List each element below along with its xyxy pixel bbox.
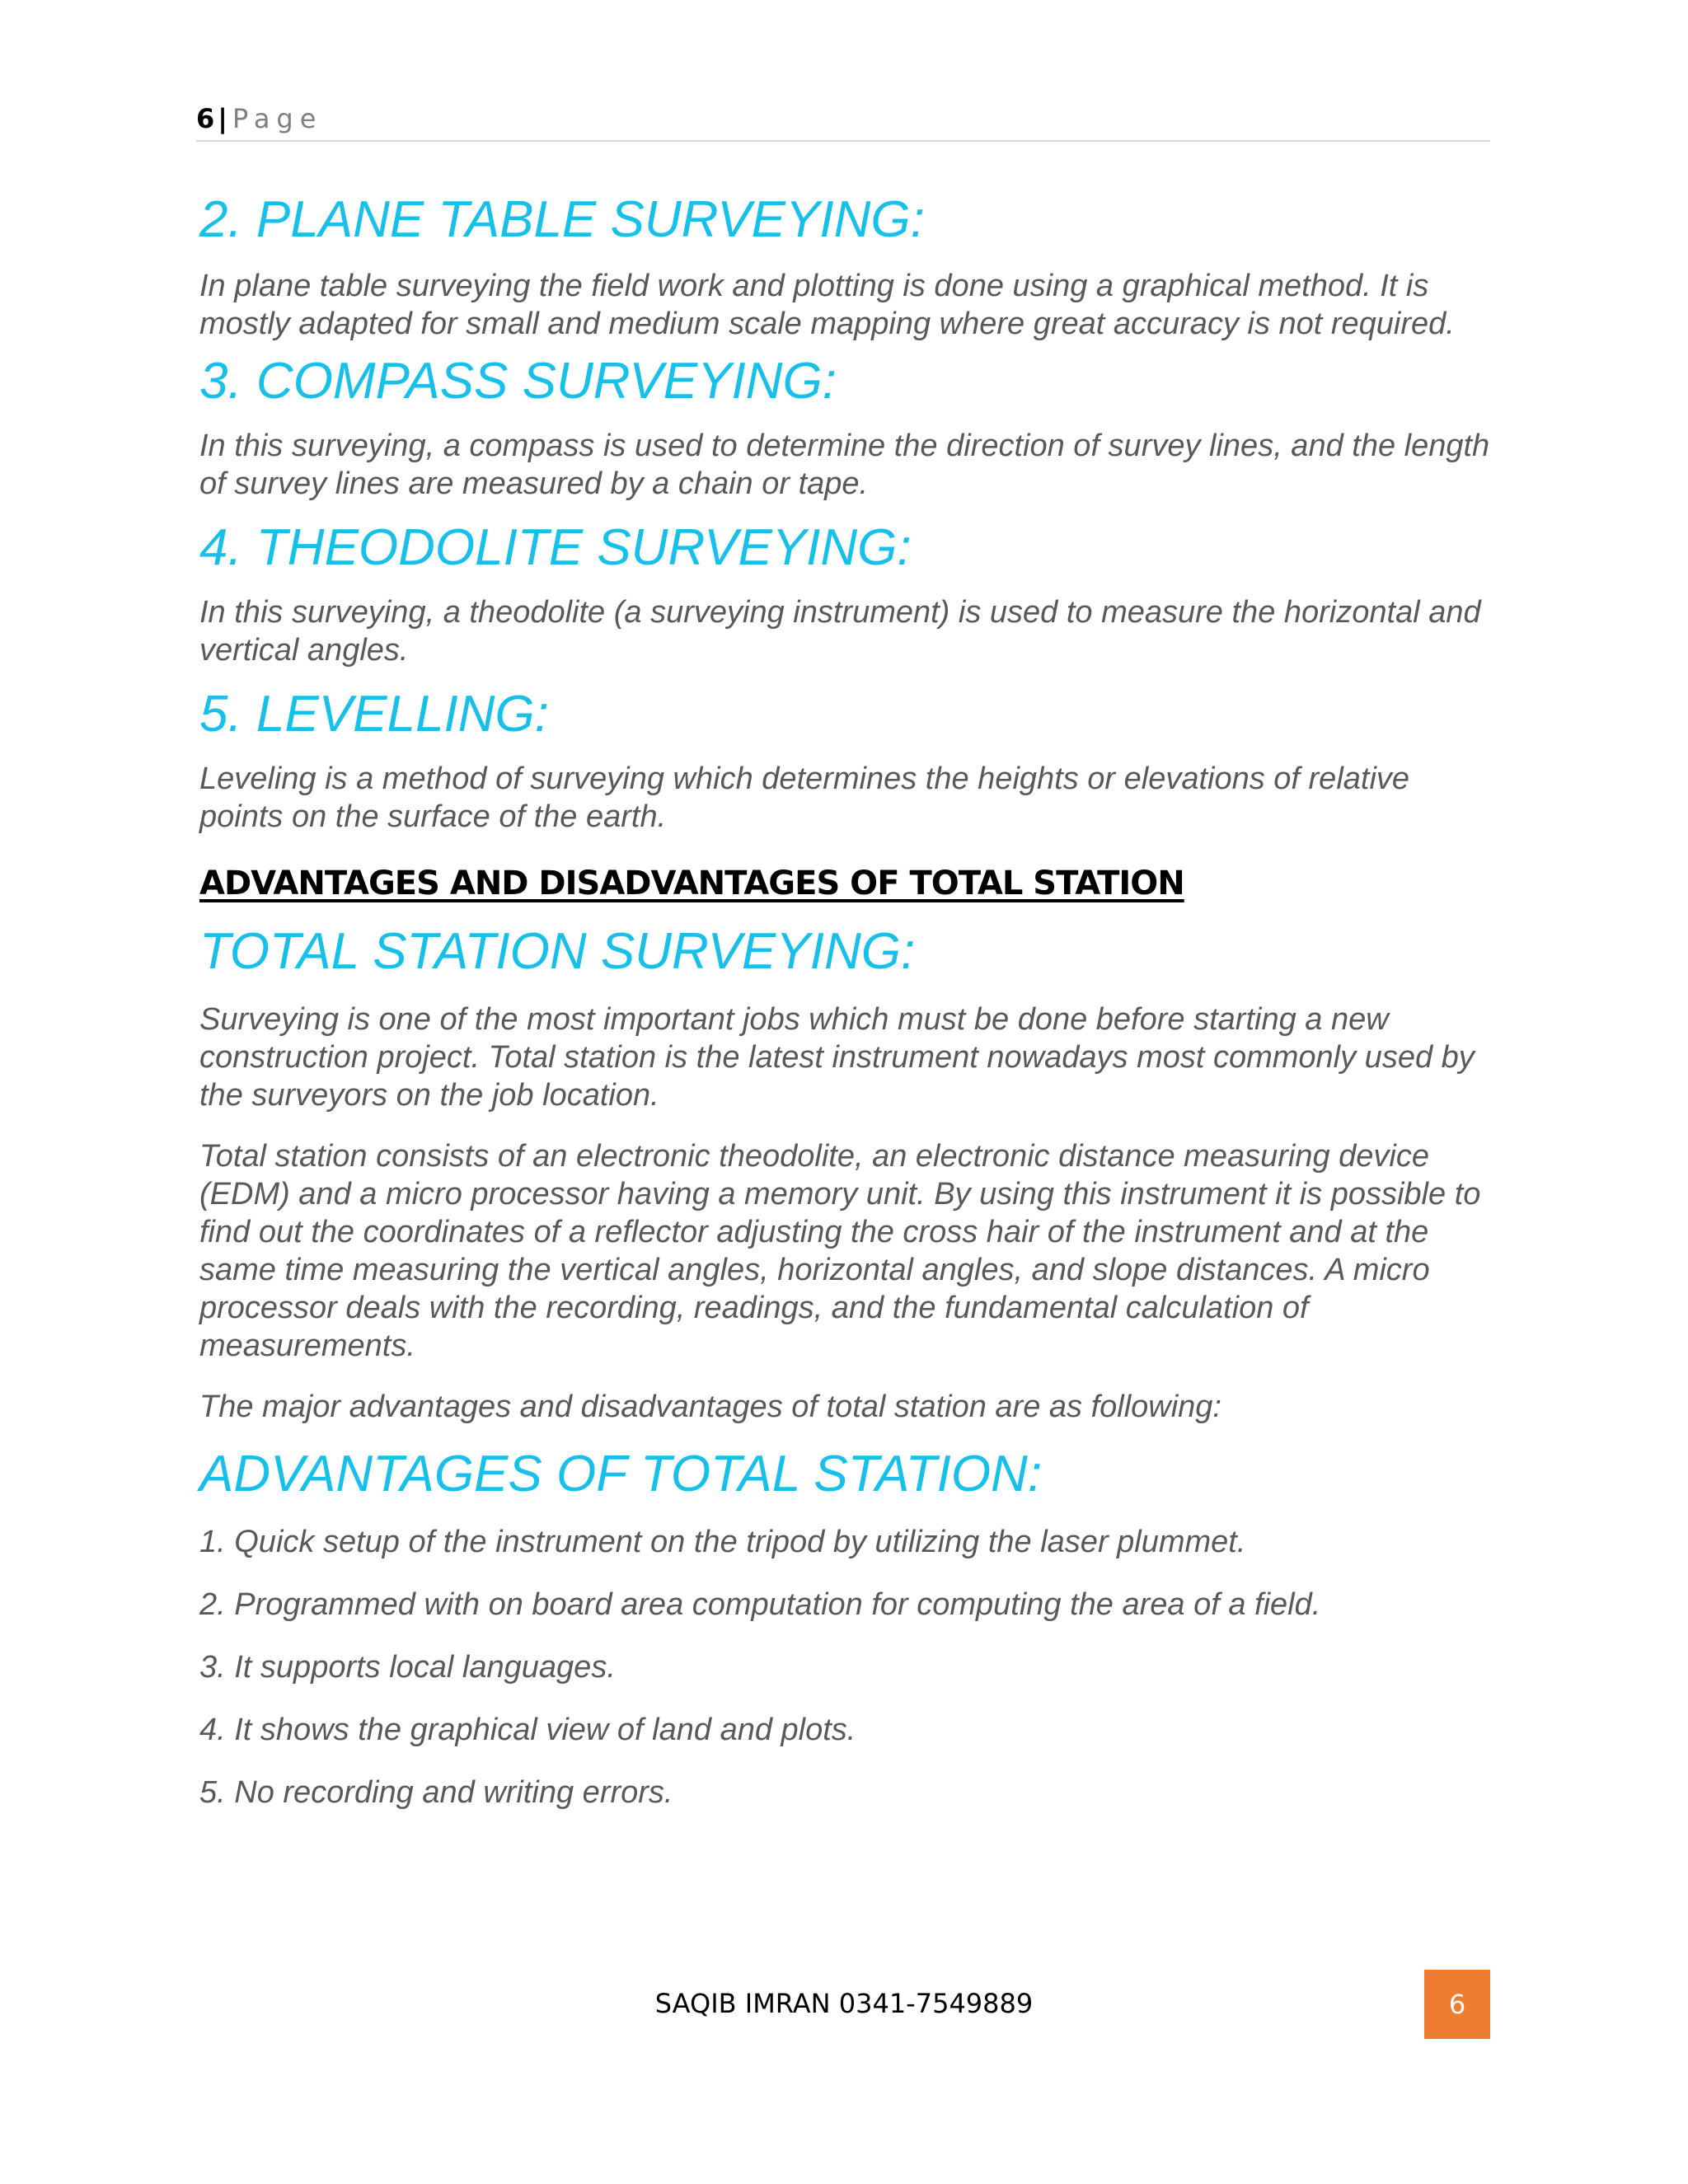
text-theodolite: In this surveying, a theodolite (a surveying instrument) is used to measure the horizontal and vertical angles.	[199, 595, 1481, 668]
text-levelling: Leveling is a method of surveying which determines the heights or elevations of relative points on the surface of the earth.	[199, 762, 1410, 834]
heading-total-station: TOTAL STATION SURVEYING:	[199, 923, 916, 980]
header-page-number: 6	[196, 103, 215, 134]
text-plane-table: In plane table surveying the field work and plotting is done using a graphical method. It is mostly adapted for small and medium scale mapping where great accuracy is not required.	[199, 269, 1455, 341]
list-item-advantage: 3. It supports local languages.	[199, 1650, 616, 1685]
header-page-word: Page	[232, 103, 323, 134]
text-total-station-components: Total station consists of an electronic theodolite, an electronic distance measuring device (EDM) and a micro processor having a memory unit. By using this instrument it is possible to find out the coordinates of a reflector adjusting the cross hair of the instrument and at the same time measuring the vertical angles, horizontal angles, and slope distances. A micro processor deals with the recording, readings, and the fundamental calculation of measurements.	[199, 1139, 1481, 1363]
page-header	[196, 97, 1490, 142]
footer-page-box: 6	[1424, 1970, 1490, 2039]
text-total-station-summary: The major advantages and disadvantages of total station are as following:	[199, 1390, 1221, 1424]
footer-author: SAQIB IMRAN 0341-7549889	[654, 1988, 1034, 2019]
heading-advantages-disadvantages: ADVANTAGES AND DISADVANTAGES OF TOTAL STATION	[199, 865, 1184, 902]
list-item-advantage: 5. No recording and writing errors.	[199, 1775, 673, 1810]
text-compass: In this surveying, a compass is used to determine the direction of survey lines, and the length of survey lines are measured by a chain or tape.	[199, 429, 1490, 501]
text-total-station-intro: Surveying is one of the most important jobs which must be done before starting a new construction project. Total station is the latest instrument nowadays most commonly used by the surveyors on the job location.	[199, 1002, 1475, 1113]
heading-plane-table: 2. PLANE TABLE SURVEYING:	[199, 191, 925, 248]
list-item-advantage: 1. Quick setup of the instrument on the tripod by utilizing the laser plummet.	[199, 1525, 1246, 1559]
heading-advantages: ADVANTAGES OF TOTAL STATION:	[199, 1446, 1043, 1502]
list-item-advantage: 4. It shows the graphical view of land and plots.	[199, 1713, 856, 1747]
page-content	[199, 190, 1493, 1811]
heading-levelling: 5. LEVELLING:	[199, 686, 549, 743]
list-item-advantage: 2. Programmed with on board area computation for computing the area of a field.	[199, 1587, 1321, 1622]
header-separator: |	[218, 103, 227, 134]
heading-compass: 3. COMPASS SURVEYING:	[199, 353, 837, 410]
heading-theodolite: 4. THEODOLITE SURVEYING:	[199, 519, 912, 576]
